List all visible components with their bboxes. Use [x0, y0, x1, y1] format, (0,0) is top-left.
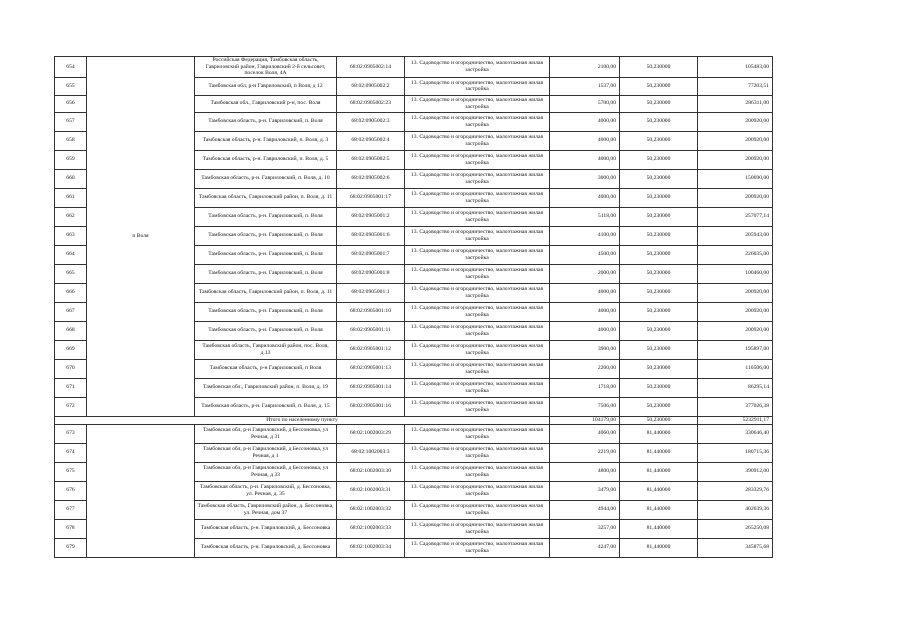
land-use-cell: 13. Садоводство и огородничество, малоэтажная жилая застройка — [405, 169, 550, 188]
table-row — [55, 57, 773, 78]
cadastral-number-cell: 68:02:0905001:6 — [337, 226, 405, 245]
area-cell: 2219,00 — [550, 443, 620, 462]
rate-cell: 50,230000 — [620, 169, 698, 188]
row-number: 675 — [55, 462, 87, 481]
area-cell: 4000,00 — [550, 131, 620, 150]
cadastral-number-cell: 68:02:0905001:10 — [337, 302, 405, 321]
area-cell: 4000,00 — [550, 321, 620, 340]
row-number: 660 — [55, 169, 87, 188]
address-cell: Тамбовская область, р-н. Гавриловский, п. Воля — [195, 321, 337, 340]
address-cell: Тамбовская область, Гавриловский район, пос. Воля, д.13 — [195, 340, 337, 359]
row-number: 671 — [55, 378, 87, 397]
cadastral-value-cell: 330646,40 — [698, 424, 773, 443]
address-cell: Тамбовская обл, р-н Гавриловский, д Бессоновка, ул Речная, д 31 — [195, 424, 337, 443]
land-use-cell: 13. Садоводство и огородничество, малоэтажная жилая застройка — [405, 150, 550, 169]
table-row — [55, 424, 773, 443]
rate-cell: 50,230000 — [620, 321, 698, 340]
area-cell: 4000,00 — [550, 188, 620, 207]
rate-cell: 81,440000 — [620, 481, 698, 500]
address-cell: Тамбовская область, р-н. Гавриловский, п. Воля — [195, 207, 337, 226]
address-cell: Тамбовская область, р-н. Гавриловский, п. Воля, д. 10 — [195, 169, 337, 188]
land-use-cell: 13. Садоводство и огородничество, малоэтажная жилая застройка — [405, 340, 550, 359]
cadastral-value-cell: 200920,00 — [698, 321, 773, 340]
area-cell: 2000,00 — [550, 264, 620, 283]
rate-cell: 50,230000 — [620, 264, 698, 283]
cadastral-value-cell: 377026,38 — [698, 397, 773, 416]
land-use-cell: 13. Садоводство и огородничество, малоэтажная жилая застройка — [405, 462, 550, 481]
address-cell: Тамбовская обл, р-н Гавриловский, д Бессоновка, ул Речная, д 1 — [195, 443, 337, 462]
row-number: 669 — [55, 340, 87, 359]
locality-cell — [87, 424, 195, 557]
row-number: 667 — [55, 302, 87, 321]
row-number: 659 — [55, 150, 87, 169]
land-use-cell: 13. Садоводство и огородничество, малоэтажная жилая застройка — [405, 538, 550, 557]
address-cell: Тамбовская обл., Гавриловский район, п. Воля, д. 19 — [195, 378, 337, 397]
address-cell: Тамбовская область, р-н. Гавриловский, д. Бессоновка — [195, 538, 337, 557]
row-number: 670 — [55, 359, 87, 378]
rate-cell: 50,230000 — [620, 302, 698, 321]
land-use-cell: 13. Садоводство и огородничество, малоэтажная жилая застройка — [405, 397, 550, 416]
rate-cell: 81,440000 — [620, 424, 698, 443]
land-use-cell: 13. Садоводство и огородничество, малоэтажная жилая застройка — [405, 226, 550, 245]
address-cell: Тамбовская область, Гавриловский район, д. Бессоновка, ул. Речная, дом 37 — [195, 500, 337, 519]
address-cell: Тамбовская область, Гавриловский район, п. Воля, д. 11 — [195, 188, 337, 207]
cadastral-number-cell: 68:02:0905001:17 — [337, 188, 405, 207]
row-number: 663 — [55, 226, 87, 245]
area-cell: 4060,00 — [550, 424, 620, 443]
address-cell: Тамбовская область, р-н. Гавриловский, п. Воля — [195, 264, 337, 283]
land-use-cell: 13. Садоводство и огородничество, малоэтажная жилая застройка — [405, 359, 550, 378]
address-cell: Тамбовская обл., Гавриловский р-н, пос. Воля — [195, 95, 337, 112]
cadastral-number-cell: 68:02:0905002:5 — [337, 150, 405, 169]
cadastral-number-cell: 68:02:0905002:6 — [337, 169, 405, 188]
address-cell: Тамбовская область, р-н. Гавриловский, д. Бессоновка, ул. Речная, д. 35 — [195, 481, 337, 500]
rate-cell: 50,230000 — [620, 131, 698, 150]
land-use-cell: 13. Садоводство и огородничество, малоэтажная жилая застройка — [405, 302, 550, 321]
cadastral-value-cell: 390912,00 — [698, 462, 773, 481]
cadastral-number-cell: 68:02:0905002:2 — [337, 77, 405, 95]
land-use-cell: 13. Садоводство и огородничество, малоэтажная жилая застройка — [405, 519, 550, 538]
locality-cell: п Воля — [87, 57, 195, 417]
cadastral-value-cell: 200920,00 — [698, 150, 773, 169]
cadastral-value-cell: 205943,00 — [698, 226, 773, 245]
rate-cell: 81,440000 — [620, 538, 698, 557]
cadastral-number-cell: 68:02:0905001:14 — [337, 378, 405, 397]
cadastral-value-cell: 200920,00 — [698, 112, 773, 131]
total-value: 5232911,17 — [698, 416, 773, 424]
row-number: 666 — [55, 283, 87, 302]
rate-cell: 50,230000 — [620, 245, 698, 264]
area-cell: 4800,00 — [550, 462, 620, 481]
area-cell: 4000,00 — [550, 283, 620, 302]
total-row — [55, 416, 773, 424]
area-cell: 1537,00 — [550, 77, 620, 95]
address-cell: Тамбовская область, р-н Гавриловский, п Воля — [195, 359, 337, 378]
address-cell: Тамбовская область, р-н. Гавриловский, п. Воля, д. 5 — [195, 150, 337, 169]
row-number: 654 — [55, 57, 87, 78]
row-number: 665 — [55, 264, 87, 283]
area-cell: 5700,00 — [550, 95, 620, 112]
rate-cell: 81,440000 — [620, 443, 698, 462]
land-use-cell: 13. Садоводство и огородничество, малоэтажная жилая застройка — [405, 95, 550, 112]
cadastral-number-cell: 68:02:0905001:7 — [337, 245, 405, 264]
address-cell: Тамбовская обл, р-н Гавриловский, д Бессоновка, ул Речная, д 33 — [195, 462, 337, 481]
land-use-cell: 13. Садоводство и огородничество, малоэтажная жилая застройка — [405, 481, 550, 500]
cadastral-number-cell: 68:02:0905002:14 — [337, 57, 405, 78]
rate-cell: 81,440000 — [620, 500, 698, 519]
cadastral-value-cell: 150690,00 — [698, 169, 773, 188]
land-use-cell: 13. Садоводство и огородничество, малоэтажная жилая застройка — [405, 424, 550, 443]
land-use-cell: 13. Садоводство и огородничество, малоэтажная жилая застройка — [405, 77, 550, 95]
land-use-cell: 13. Садоводство и огородничество, малоэтажная жилая застройка — [405, 188, 550, 207]
cadastral-number-cell: 68:02:1002003:3 — [337, 443, 405, 462]
area-cell: 2100,00 — [550, 57, 620, 78]
cadastral-number-cell: 68:02:0905001:2 — [337, 207, 405, 226]
cadastral-value-table — [54, 56, 773, 558]
row-number: 661 — [55, 188, 87, 207]
address-cell: Тамбовская область, р-н. Гавриловский, п. Воля — [195, 112, 337, 131]
cadastral-value-cell: 345875,68 — [698, 538, 773, 557]
area-cell: 4000,00 — [550, 112, 620, 131]
row-number: 668 — [55, 321, 87, 340]
cadastral-number-cell: 68:02:0905002:3 — [337, 112, 405, 131]
area-cell: 4500,00 — [550, 245, 620, 264]
rate-cell: 50,230000 — [620, 397, 698, 416]
area-cell: 4100,00 — [550, 226, 620, 245]
cadastral-value-cell: 402639,36 — [698, 500, 773, 519]
address-cell: Тамбовская область, р-н. Гавриловский, п. Воля, д. 15 — [195, 397, 337, 416]
rate-cell: 50,230000 — [620, 77, 698, 95]
cadastral-value-cell: 77203,51 — [698, 77, 773, 95]
row-number: 679 — [55, 538, 87, 557]
address-cell: Тамбовская обл, р-н Гавриловский, п Воля, д 12 — [195, 77, 337, 95]
row-number: 658 — [55, 131, 87, 150]
land-use-cell: 13. Садоводство и огородничество, малоэтажная жилая застройка — [405, 207, 550, 226]
area-cell: 4944,00 — [550, 500, 620, 519]
row-number: 657 — [55, 112, 87, 131]
land-use-cell: 13. Садоводство и огородничество, малоэтажная жилая застройка — [405, 378, 550, 397]
address-cell: Тамбовская область, р-н. Гавриловский, д. Бессоновка — [195, 519, 337, 538]
row-number: 673 — [55, 424, 87, 443]
rate-cell: 50,230000 — [620, 378, 698, 397]
cadastral-value-cell: 257077,14 — [698, 207, 773, 226]
area-cell: 3000,00 — [550, 169, 620, 188]
rate-cell: 50,230000 — [620, 226, 698, 245]
row-number: 676 — [55, 481, 87, 500]
row-number: 662 — [55, 207, 87, 226]
land-use-cell: 13. Садоводство и огородничество, малоэтажная жилая застройка — [405, 57, 550, 78]
address-cell: Тамбовская область, р-н. Гавриловский, п. Воля — [195, 226, 337, 245]
area-cell: 3479,00 — [550, 481, 620, 500]
cadastral-number-cell: 68:02:1002003:33 — [337, 519, 405, 538]
rate-cell: 50,230000 — [620, 188, 698, 207]
land-use-cell: 13. Садоводство и огородничество, малоэтажная жилая застройка — [405, 321, 550, 340]
cadastral-value-cell: 100460,00 — [698, 264, 773, 283]
area-cell: 7506,00 — [550, 397, 620, 416]
cadastral-number-cell: 68:02:1002003:34 — [337, 538, 405, 557]
address-cell: Тамбовская область, р-н. Гавриловский, п. Воля — [195, 245, 337, 264]
cadastral-value-cell: 283329,76 — [698, 481, 773, 500]
cadastral-value-cell: 265250,08 — [698, 519, 773, 538]
cadastral-number-cell: 68:02:1002003:30 — [337, 462, 405, 481]
area-cell: 3257,00 — [550, 519, 620, 538]
rate-cell: 50,230000 — [620, 359, 698, 378]
row-number: 672 — [55, 397, 87, 416]
rate-cell: 81,440000 — [620, 462, 698, 481]
rate-cell: 50,230000 — [620, 207, 698, 226]
total-area: 104179,00 — [550, 416, 620, 424]
land-use-cell: 13. Садоводство и огородничество, малоэтажная жилая застройка — [405, 112, 550, 131]
address-cell: Тамбовская область, р-н. Гавриловский, п. Воля — [195, 302, 337, 321]
cadastral-value-cell: 195897,00 — [698, 340, 773, 359]
cadastral-number-cell: 68:02:0905001:1 — [337, 283, 405, 302]
cadastral-value-cell: 286311,00 — [698, 95, 773, 112]
cadastral-number-cell: 68:02:0905001:16 — [337, 397, 405, 416]
area-cell: 4247,00 — [550, 538, 620, 557]
row-number: 664 — [55, 245, 87, 264]
area-cell: 4000,00 — [550, 302, 620, 321]
cadastral-value-cell: 200920,00 — [698, 131, 773, 150]
cadastral-number-cell: 68:02:0905002:23 — [337, 95, 405, 112]
land-use-cell: 13. Садоводство и огородничество, малоэтажная жилая застройка — [405, 283, 550, 302]
area-cell: 3900,00 — [550, 340, 620, 359]
row-number: 655 — [55, 77, 87, 95]
rate-cell: 50,230000 — [620, 340, 698, 359]
area-cell: 2200,00 — [550, 359, 620, 378]
rate-cell: 50,230000 — [620, 283, 698, 302]
cadastral-number-cell: 68:02:0905001:8 — [337, 264, 405, 283]
land-use-cell: 13. Садоводство и огородничество, малоэтажная жилая застройка — [405, 245, 550, 264]
cadastral-value-cell: 226035,00 — [698, 245, 773, 264]
land-use-cell: 13. Садоводство и огородничество, малоэтажная жилая застройка — [405, 500, 550, 519]
row-number: 677 — [55, 500, 87, 519]
cadastral-number-cell: 68:02:1002003:32 — [337, 500, 405, 519]
rate-cell: 50,230000 — [620, 150, 698, 169]
cadastral-number-cell: 68:02:0905001:13 — [337, 359, 405, 378]
cadastral-number-cell: 68:02:1002003:31 — [337, 481, 405, 500]
cadastral-value-cell: 180715,36 — [698, 443, 773, 462]
rate-cell: 50,230000 — [620, 95, 698, 112]
cadastral-value-cell: 200920,00 — [698, 283, 773, 302]
address-cell: Тамбовская область, р-н. Гавриловский, п. Воля, д. 3 — [195, 131, 337, 150]
address-cell: Тамбовская область, Гавриловский район, п. Воля, д. 11 — [195, 283, 337, 302]
cadastral-value-cell: 86295,14 — [698, 378, 773, 397]
area-cell: 5118,00 — [550, 207, 620, 226]
land-use-cell: 13. Садоводство и огородничество, малоэтажная жилая застройка — [405, 131, 550, 150]
area-cell: 1718,00 — [550, 378, 620, 397]
cadastral-number-cell: 68:02:1002003:29 — [337, 424, 405, 443]
rate-cell: 50,230000 — [620, 112, 698, 131]
row-number: 656 — [55, 95, 87, 112]
area-cell: 4000,00 — [550, 150, 620, 169]
cadastral-number-cell: 68:02:0905002:4 — [337, 131, 405, 150]
rate-cell: 50,230000 — [620, 57, 698, 78]
cadastral-value-cell: 105483,00 — [698, 57, 773, 78]
cadastral-value-cell: 110506,00 — [698, 359, 773, 378]
land-use-cell: 13. Садоводство и огородничество, малоэтажная жилая застройка — [405, 264, 550, 283]
address-cell: Российская Федерация, Тамбовская область, Гавриловский район, Гавриловский 2-й сельсовет, поселок Воля, 4А — [195, 57, 337, 78]
cadastral-number-cell: 68:02:0905001:12 — [337, 340, 405, 359]
cadastral-value-cell: 200920,00 — [698, 302, 773, 321]
land-use-cell: 13. Садоводство и огородничество, малоэтажная жилая застройка — [405, 443, 550, 462]
row-number: 674 — [55, 443, 87, 462]
total-label: Итого по населенному пункту — [55, 416, 550, 424]
cadastral-value-cell: 200920,00 — [698, 188, 773, 207]
rate-cell: 81,440000 — [620, 519, 698, 538]
total-rate: 50,230000 — [620, 416, 698, 424]
row-number: 678 — [55, 519, 87, 538]
cadastral-number-cell: 68:02:0905001:11 — [337, 321, 405, 340]
